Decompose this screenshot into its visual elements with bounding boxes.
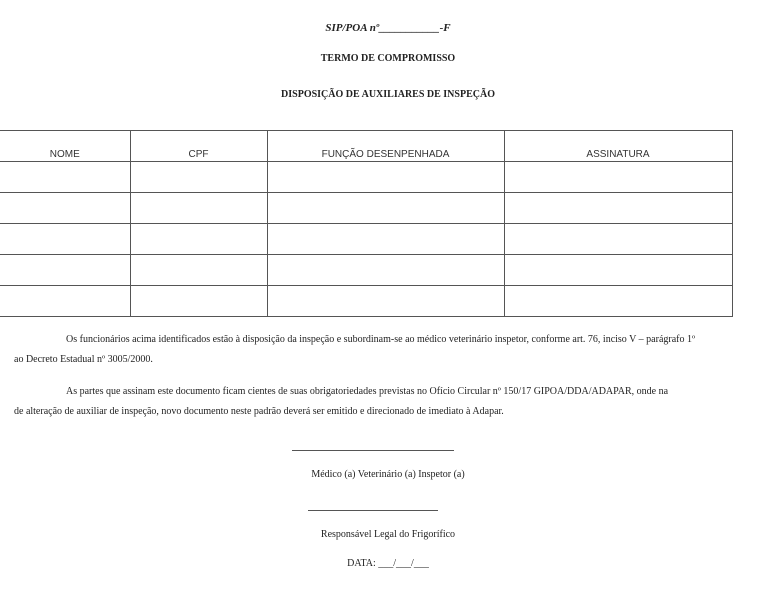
table-row — [0, 162, 732, 193]
table-cell — [504, 224, 732, 255]
table-row — [0, 193, 732, 224]
table-cell — [504, 286, 732, 317]
document-reference: SIP/POA nº___________-F — [325, 22, 451, 34]
table-cell — [0, 255, 130, 286]
paragraph-disposition — [14, 330, 732, 370]
auxiliaries-table — [0, 130, 733, 317]
table-cell — [504, 255, 732, 286]
paragraph-line: As partes que assinam este documento ficam cientes de suas obrigatoriedades previstas no Ofício Circular nº 150/17 GIPOA/DDA/ADAPAR, onde na — [66, 386, 669, 397]
table-row — [0, 286, 732, 317]
table-cell — [504, 162, 732, 193]
signature-line-veterinarian — [292, 450, 454, 451]
signature-label-legal-responsible: Responsável Legal do Frigorífico — [320, 529, 456, 540]
table-cell — [267, 162, 504, 193]
table-cell — [0, 162, 130, 193]
table-cell — [130, 286, 267, 317]
table-cell — [0, 286, 130, 317]
column-header-funcao: FUNÇÃO DESENPENHADA — [267, 131, 504, 162]
table-cell — [130, 193, 267, 224]
table-cell — [504, 193, 732, 224]
signature-label-veterinarian: Médico (a) Veterinário (a) Inspetor (a) — [311, 469, 465, 480]
paragraph-line: de alteração de auxiliar de inspeção, novo documento neste padrão deverá ser emitido e direcionado de imediato à Adapar. — [14, 406, 504, 417]
table-row — [0, 224, 732, 255]
table-cell — [267, 286, 504, 317]
signature-line-legal-responsible — [308, 510, 438, 511]
table-cell — [130, 224, 267, 255]
table-header-row — [0, 131, 732, 162]
column-header-cpf: CPF — [130, 131, 267, 162]
paragraph-line: Os funcionários acima identificados estão à disposição da inspeção e subordinam-se ao médico veterinário inspetor, conforme art. 76, inciso V – parágrafo 1º — [66, 334, 696, 345]
column-header-assinatura: ASSINATURA — [504, 131, 732, 162]
document-subtitle: DISPOSIÇÃO DE AUXILIARES DE INSPEÇÃO — [281, 89, 495, 100]
column-header-nome: NOME — [0, 131, 130, 162]
table-cell — [267, 255, 504, 286]
table-cell — [0, 193, 130, 224]
table-cell — [267, 193, 504, 224]
table-cell — [130, 162, 267, 193]
date-field: DATA: ___/___/___ — [347, 558, 429, 569]
paragraph-obligations — [14, 382, 732, 422]
document-title: TERMO DE COMPROMISSO — [320, 53, 456, 64]
table-row — [0, 255, 732, 286]
table-cell — [0, 224, 130, 255]
table-cell — [267, 224, 504, 255]
table-cell — [130, 255, 267, 286]
paragraph-line: ao Decreto Estadual nº 3005/2000. — [14, 354, 153, 365]
